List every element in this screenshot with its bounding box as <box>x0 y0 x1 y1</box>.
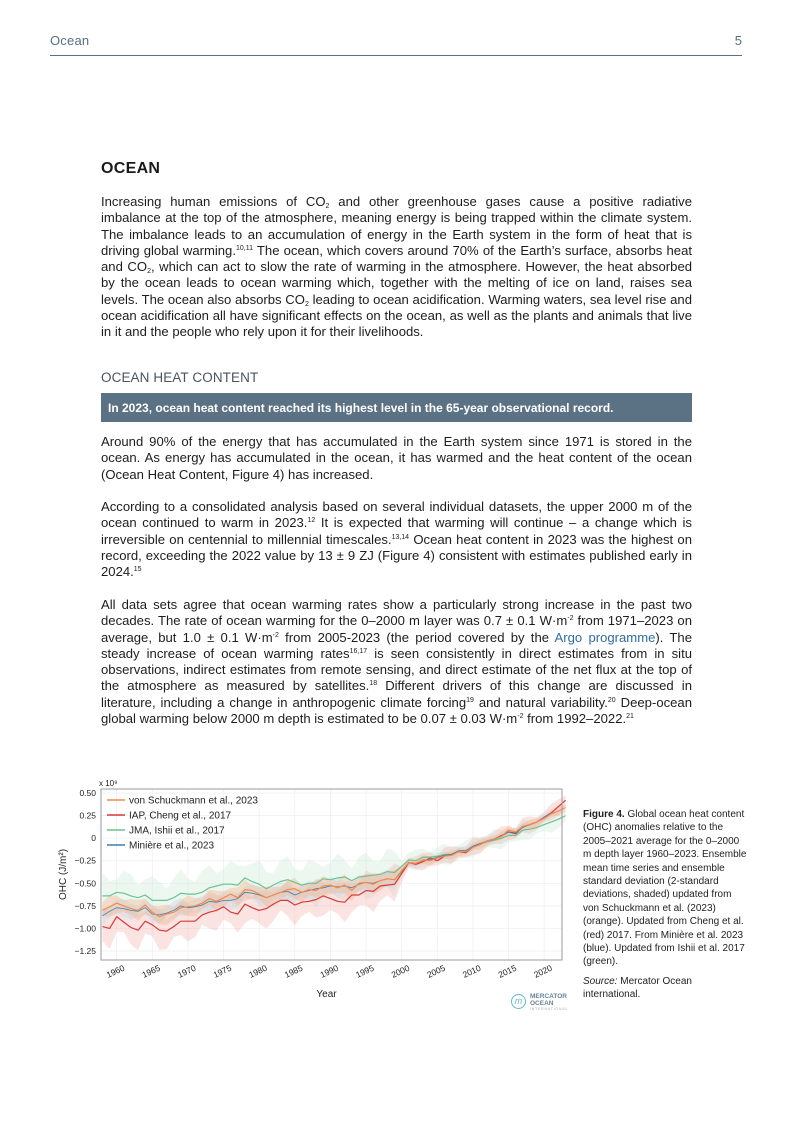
x-tick-label: 2000 <box>389 962 412 980</box>
body-paragraph-1: Around 90% of the energy that has accumulated in the Earth system since 1971 is stored in the ocean. As energy has accumulated in the ocean, it has warmed and the heat content of the ocean (Ocean Heat Content, Figure 4) has increased. <box>101 434 692 482</box>
x-tick-label: 1980 <box>247 962 269 980</box>
body-paragraph-2: According to a consolidated analysis based on several individual datasets, the upper 2000 m of the ocean continued to warm in 2023.12 It is expected that warming will continue – a change which is irreversible on centennial to millennial timescales.$^{13,14}$ Ocean heat content in 2023 was the highest on record, exceeding the 2022 value by 13 ± 9 ZJ (Figure 4) consistent with estimates published early in 2024.15 <box>101 499 692 580</box>
subscript: 2 <box>325 203 330 210</box>
y-axis-label: OHC (J/m²) <box>58 848 69 901</box>
legend-label-3: JMA, Ishii et al., 2017 <box>129 825 225 837</box>
x-tick-label: 2010 <box>460 962 483 980</box>
y-tick-label: −0.75 <box>74 900 96 911</box>
legend-label-4: Minière et al., 2023 <box>129 840 215 852</box>
source-text: Mercator Ocean international. <box>583 975 692 1001</box>
footnote-ref: 10,11 <box>235 244 253 252</box>
footnote-ref: 15 <box>133 566 142 574</box>
x-tick-label: 1975 <box>211 962 233 980</box>
source-label: Source: <box>583 975 618 987</box>
footnote-ref: 12 <box>307 517 316 525</box>
ohc-chart <box>50 776 580 1016</box>
x-tick-label: 1965 <box>140 962 162 980</box>
figure-caption <box>583 808 748 1002</box>
mercator-logo-mark-icon: m <box>511 994 526 1009</box>
section-heading-block <box>101 160 692 178</box>
subscript: 2 <box>304 300 309 308</box>
section-title: OCEAN <box>101 160 161 177</box>
x-tick-label: 1970 <box>175 962 198 980</box>
logo-line-1: MERCATOR <box>530 993 567 1000</box>
ohc-figure <box>50 776 580 1016</box>
caption-text: Global ocean heat content (OHC) anomalies relative to the 2005–2021 average for the 0–2000 m depth layer 1960–2023. Ensemble mean time series and ensemble standard deviation (2-standard deviations, shaded) updated from von Schuckmann et al. (2023) (orange). Updated from Cheng et al. (red) 2017. From Minière et al. 2023 (blue). Updated from Ishii et al. 2017 (green). <box>583 809 747 968</box>
x-axis-label: Year <box>316 989 337 1000</box>
footnote-ref: 21 <box>626 713 634 721</box>
x-tick-label: 1960 <box>104 962 127 980</box>
footnote-ref: -2 <box>567 615 574 623</box>
intro-paragraph: Increasing human emissions of $CO_2$ and other greenhouse gases cause a positive radiative imbalance at the top of the atmosphere, meaning energy is being trapped within the climate system. The imbalance leads to an accumulation of energy in the Earth system in the form of heat that is driving global warming.$^{10,11}$ The ocean, which covers around 70% of the Earth’s surface, absorbs heat and $CO_2$, which can act to slow the rate of warming in the atmosphere. However, the heat absorbed by the ocean leads to ocean warming which, together with the melting of ice on land, raises sea levels. The ocean also absorbs $CO_2$ leading to ocean acidification. Warming waters, sea level rise and ocean acidification all have significant effects on the ocean, as well as the plants and animals that live in it and the people who rely upon it for their livelihoods. <box>101 194 693 340</box>
footnote-ref: -2 <box>517 713 524 721</box>
y-tick-label: −1.25 <box>74 945 96 956</box>
footnote-ref: 18 <box>369 680 378 688</box>
body-paragraph-3: All data sets agree that ocean warming rates show a particularly strong increase in the past two decades. The rate of ocean warming for the 0–2000 m layer was 0.7 ± 0.1 $W\cdot m^{-2}$ from 1971–2023 on average, but 1.0 ± 0.1 $W\cdot m^{-2}$ from 2005-2023 (the period covered by the Argo programme). The steady increase of ocean warming rates$^{16,17}$ is seen consistently in direct estimates from in situ observations, indirect estimates from remote sensing, and direct estimate of the net flux at the top of the atmosphere as measured by satellites.$^{18}$ Different drivers of this change are discussed in literature, including a change in anthropogenic climate forcing$^{19}$ and natural variability.$^{20}$ Deep-ocean global warming below 2000 m depth is estimated to be 0.07 ± 0.03 $W\cdot m^{-2}$ from 1992–2022.21 <box>101 597 692 727</box>
y-tick-label: −0.25 <box>74 855 96 866</box>
subscript: 2 <box>147 268 151 276</box>
y-tick-label: −0.50 <box>74 878 96 889</box>
logo-line-3: INTERNATIONAL <box>530 1007 569 1011</box>
x-tick-label: 2005 <box>425 962 447 980</box>
caption-source <box>583 975 748 1002</box>
legend-label-1: von Schuckmann et al., 2023 <box>129 795 258 807</box>
page-header <box>50 33 742 56</box>
caption-label: Figure 4. <box>583 809 625 820</box>
page-number: 5 <box>734 33 742 48</box>
y-tick-label: 0.50 <box>79 788 96 799</box>
footnote-ref: 20 <box>607 696 616 704</box>
legend-label-2: IAP, Cheng et al., 2017 <box>129 810 232 822</box>
subsection-title: OCEAN HEAT CONTENT <box>101 370 259 385</box>
logo-line-2: OCEAN <box>530 1000 554 1007</box>
argo-programme-link[interactable]: Argo programme <box>554 629 656 645</box>
footnote-ref: 16,17 <box>349 647 368 655</box>
key-message-box: In 2023, ocean heat content reached its highest level in the 65-year observational record. <box>101 393 692 422</box>
footnote-ref: 13,14 <box>391 533 410 541</box>
y-tick-label: −1.00 <box>74 923 96 934</box>
x-tick-label: 2020 <box>532 962 554 980</box>
caption-body <box>583 808 748 969</box>
footnote-ref: 19 <box>466 696 474 704</box>
y-tick-label: 0 <box>91 833 96 844</box>
y-multiplier-label: x 10⁹ <box>99 779 118 788</box>
y-tick-label: 0.25 <box>79 810 96 821</box>
footnote-ref: -2 <box>272 631 279 639</box>
x-tick-label: 1990 <box>318 962 340 980</box>
mercator-ocean-logo <box>511 992 571 1012</box>
x-tick-label: 1985 <box>282 962 305 980</box>
x-tick-label: 1995 <box>354 962 376 980</box>
x-tick-label: 2015 <box>496 962 518 980</box>
logo-text <box>530 993 567 1007</box>
running-section-title: Ocean <box>50 33 90 48</box>
